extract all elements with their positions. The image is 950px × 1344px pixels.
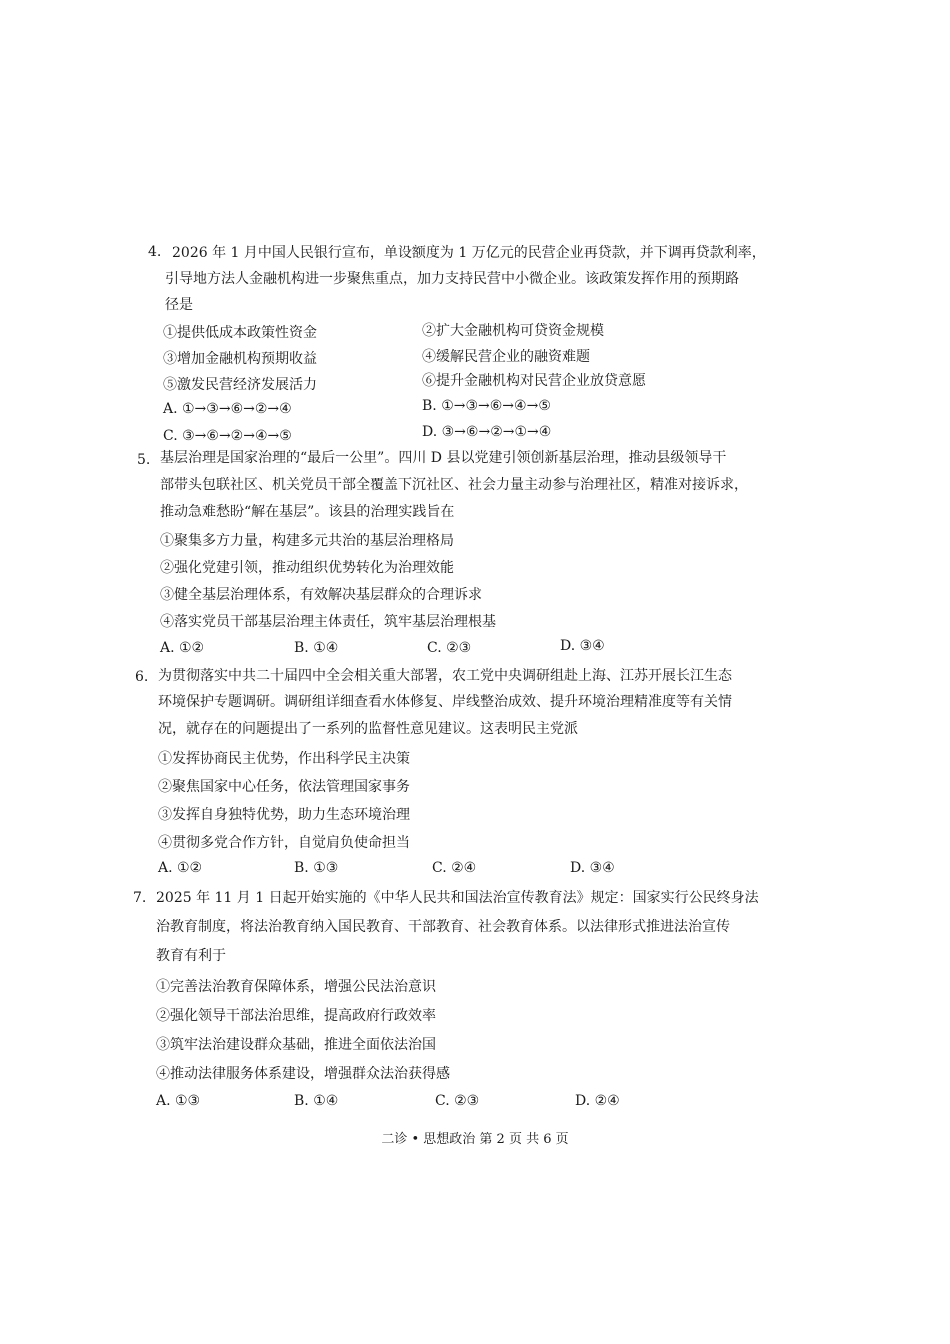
statement-item: ④贯彻多党合作方针，自觉肩负使命担当 bbox=[158, 835, 410, 851]
answer-choice: D. ③④ bbox=[570, 860, 615, 876]
statement-item: ③健全基层治理体系，有效解决基层群众的合理诉求 bbox=[160, 587, 482, 603]
statement-item: ③发挥自身独特优势，助力生态环境治理 bbox=[158, 807, 410, 823]
question-stem-line: 2026 年 1 月中国人民银行宣布，单设额度为 1 万亿元的民营企业再贷款，并下调再贷款利率， bbox=[172, 245, 766, 261]
question-stem-line: 治教育制度，将法治教育纳入国民教育、干部教育、社会教育体系。以法律形式推进法治宣传 bbox=[156, 919, 730, 935]
question-number: 5. bbox=[137, 452, 151, 468]
statement-item: ②聚焦国家中心任务，依法管理国家事务 bbox=[158, 779, 410, 795]
answer-choice: A. ①→③→⑥→②→④ bbox=[163, 401, 292, 417]
statement-item: ①聚集多方力量，构建多元共治的基层治理格局 bbox=[160, 533, 454, 549]
statement-item: ⑤激发民营经济发展活力 bbox=[163, 377, 317, 393]
question-stem-line: 基层治理是国家治理的“最后一公里”。四川 D 县以党建引领创新基层治理，推动县级领导干 bbox=[160, 450, 727, 466]
answer-choice: A. ①③ bbox=[156, 1093, 201, 1109]
statement-item: ④落实党员干部基层治理主体责任，筑牢基层治理根基 bbox=[160, 614, 496, 630]
question-stem-line: 环境保护专题调研。调研组详细查看水体修复、岸线整治成效、提升环境治理精准度等有关情 bbox=[158, 694, 732, 710]
statement-item: ④推动法律服务体系建设，增强群众法治获得感 bbox=[156, 1066, 450, 1082]
statement-item: ④缓解民营企业的融资难题 bbox=[422, 349, 590, 365]
question-stem-line: 引导地方法人金融机构进一步聚焦重点，加力支持民营中小微企业。该政策发挥作用的预期路 bbox=[165, 271, 739, 287]
statement-item: ③筑牢法治建设群众基础，推进全面依法治国 bbox=[156, 1037, 436, 1053]
question-number: 4. bbox=[148, 244, 162, 260]
answer-choice: D. ②④ bbox=[575, 1093, 620, 1109]
answer-choice: B. ①④ bbox=[294, 640, 339, 656]
question-stem-line: 教育有利于 bbox=[156, 948, 226, 964]
question-stem-line: 为贯彻落实中共二十届四中全会相关重大部署，农工党中央调研组赴上海、江苏开展长江生态 bbox=[158, 668, 732, 684]
answer-choice: C. ③→⑥→②→④→⑤ bbox=[163, 428, 292, 444]
page-footer: 二诊 • 思想政治 第 2 页 共 6 页 bbox=[381, 1132, 569, 1147]
answer-choice: C. ②④ bbox=[432, 860, 477, 876]
answer-choice: B. ①③ bbox=[294, 860, 339, 876]
statement-item: ①发挥协商民主优势，作出科学民主决策 bbox=[158, 751, 410, 767]
statement-item: ②强化领导干部法治思维，提高政府行政效率 bbox=[156, 1008, 436, 1024]
answer-choice: D. ③→⑥→②→①→④ bbox=[422, 424, 552, 440]
statement-item: ①提供低成本政策性资金 bbox=[163, 325, 317, 341]
question-stem-line: 径是 bbox=[165, 297, 193, 313]
answer-choice: D. ③④ bbox=[560, 638, 605, 654]
answer-choice: B. ①→③→⑥→④→⑤ bbox=[422, 398, 551, 414]
statement-item: ⑥提升金融机构对民营企业放贷意愿 bbox=[422, 373, 646, 389]
answer-choice: C. ②③ bbox=[435, 1093, 480, 1109]
question-number: 6. bbox=[135, 669, 149, 685]
statement-item: ③增加金融机构预期收益 bbox=[163, 351, 317, 367]
question-number: 7. bbox=[133, 890, 147, 906]
statement-item: ②强化党建引领，推动组织优势转化为治理效能 bbox=[160, 560, 454, 576]
statement-item: ②扩大金融机构可贷资金规模 bbox=[422, 323, 604, 339]
answer-choice: B. ①④ bbox=[294, 1093, 339, 1109]
statement-item: ①完善法治教育保障体系，增强公民法治意识 bbox=[156, 979, 436, 995]
answer-choice: A. ①② bbox=[160, 640, 205, 656]
question-stem-line: 2025 年 11 月 1 日起开始实施的《中华人民共和国法治宣传教育法》规定：国家实行公民终身法 bbox=[156, 890, 759, 906]
question-stem-line: 况，就存在的问题提出了一系列的监督性意见建议。这表明民主党派 bbox=[158, 721, 578, 737]
answer-choice: A. ①② bbox=[158, 860, 203, 876]
answer-choice: C. ②③ bbox=[427, 640, 472, 656]
question-stem-line: 部带头包联社区、机关党员干部全覆盖下沉社区、社会力量主动参与治理社区，精准对接诉求， bbox=[160, 477, 748, 493]
question-stem-line: 推动急难愁盼“解在基层”。该县的治理实践旨在 bbox=[160, 504, 455, 520]
